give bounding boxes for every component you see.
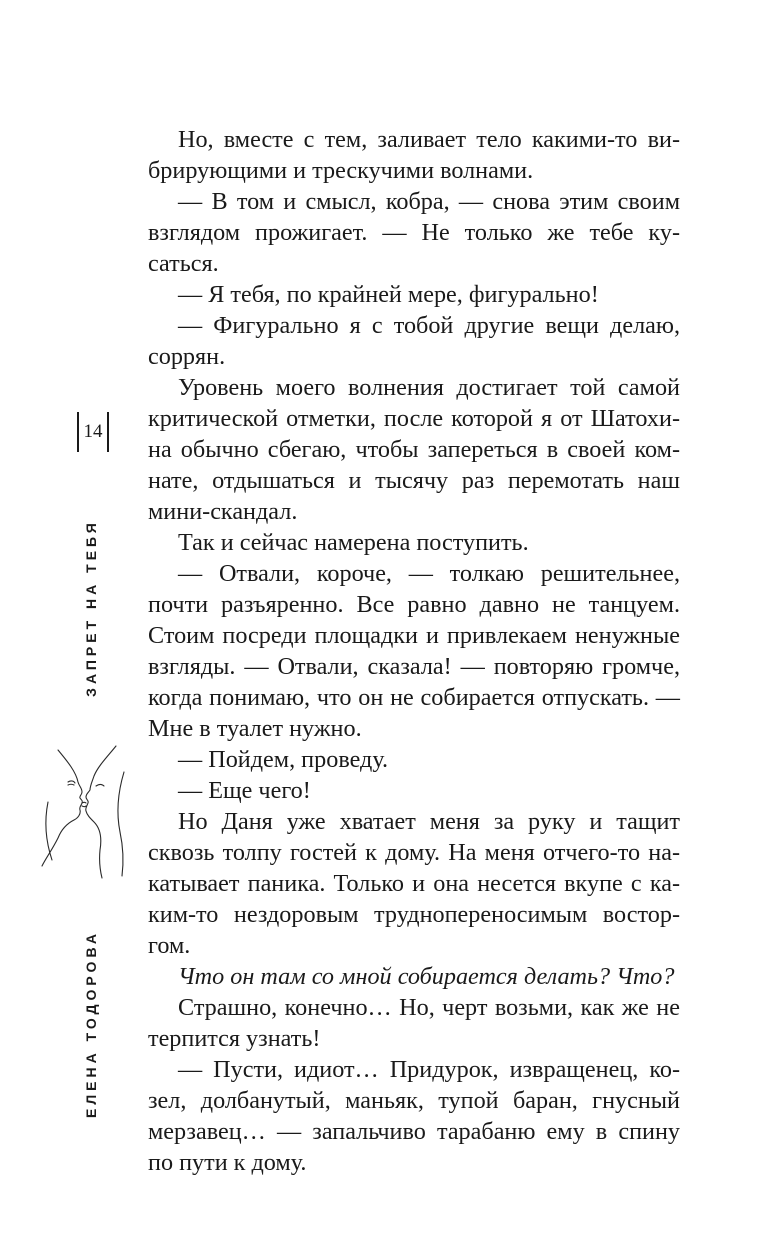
paragraph-8: — Пойдем, проведу. [178, 746, 389, 773]
paragraph-10: Но Даня уже хватает меня за руку и тащит сквозь толпу гостей к дому. На меня отчего-то накатывает паника. Только и она несется вкупе с каким-то нездоровым труднопереносимым восторгом. [148, 808, 680, 959]
paragraph-1: Но, вместе с тем, заливает тело какими-то вибрирующими и трескучими волнами. [148, 126, 680, 184]
paragraph-6: Так и сейчас намерена поступить. [178, 529, 529, 556]
running-title: ЗАПРЕТ НА ТЕБЯ [83, 519, 99, 697]
paragraph-4: — Фигурально я с тобой другие вещи делаю, соррян. [148, 312, 680, 370]
page-body [148, 124, 680, 1178]
paragraph-2: — В том и смысл, кобра, — снова этим своим взглядом прожигает. — Не только же тебе кусаться. [148, 188, 680, 277]
paragraph-9: — Еще чего! [178, 777, 311, 804]
running-author: ЕЛЕНА ТОДОРОВА [83, 930, 99, 1118]
paragraph-7: — Отвали, короче, — толкаю решительнее, почти разъяренно. Все равно давно не танцуем. Стоим посреди площадки и привлекаем ненужные взгляды. — Отвали, сказала! — повторяю громче, когда понимаю, что он не собирается отпускать. — Мне в туалет нужно. [148, 560, 680, 742]
paragraph-12: Страшно, конечно… Но, черт возьми, как же не терпится узнать! [148, 994, 680, 1052]
paragraph-5: Уровень моего волнения достигает той самой критической отметки, после которой я от Шатохина обычно сбегаю, чтобы запереться в своей комнате, отдышаться и тысячу раз перемотать наш мини-скандал. [148, 374, 680, 525]
kissing-couple-icon [38, 742, 128, 882]
page-number: 14 [77, 412, 109, 452]
paragraph-13: — Пусти, идиот… Придурок, извращенец, козел, долбанутый, маньяк, тупой баран, гнусный мерзавец… — запальчиво тарабаню ему в спину по пути к дому. [148, 1056, 680, 1176]
paragraph-11-italic-thought: Что он там со мной собирается делать? Что? [178, 963, 675, 990]
paragraph-3: — Я тебя, по крайней мере, фигурально! [178, 281, 599, 308]
